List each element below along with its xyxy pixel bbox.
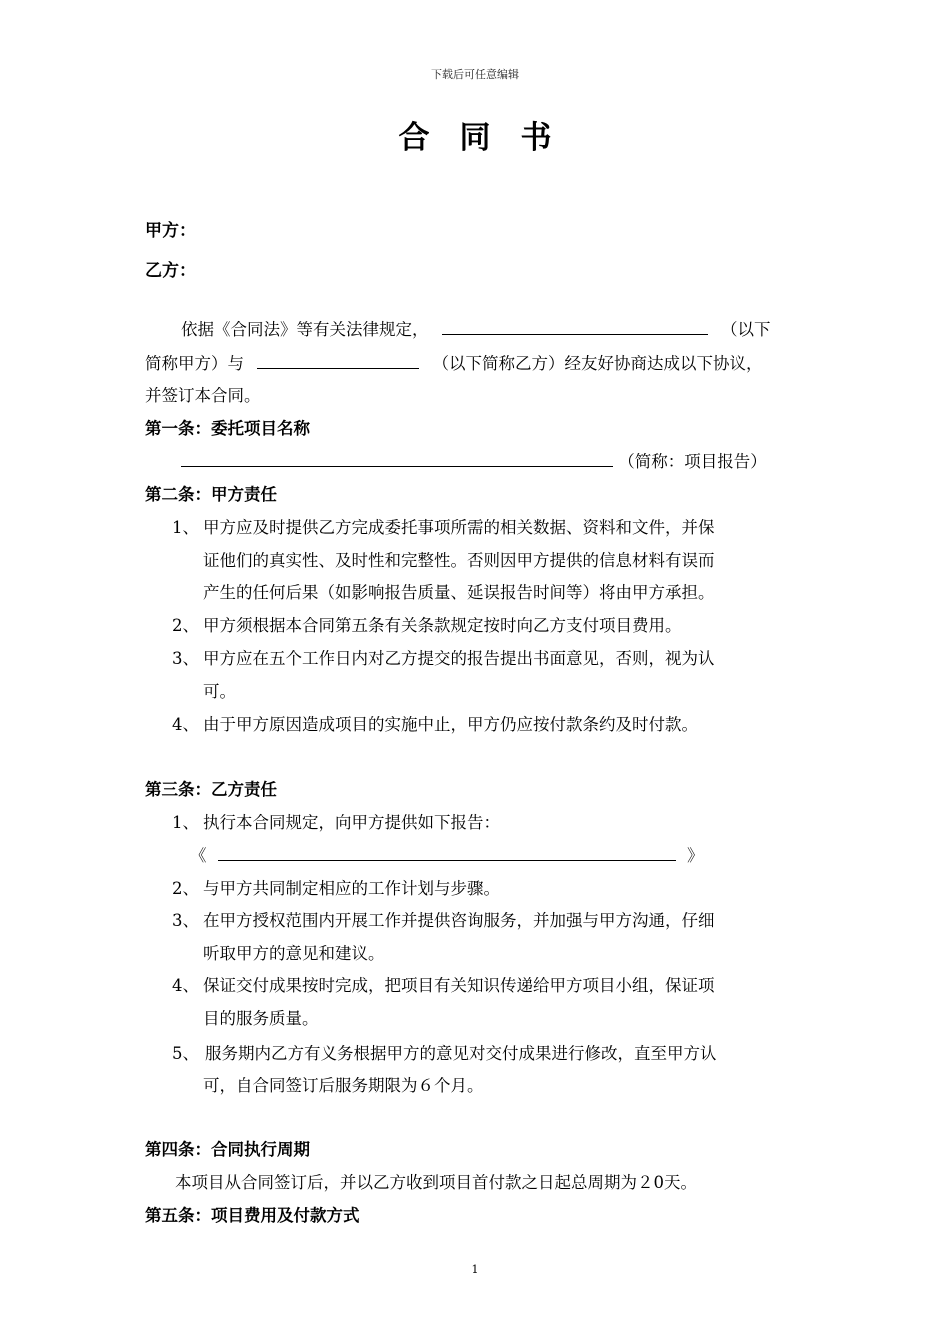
header-note: 下载后可任意编辑 [431,68,519,81]
preamble-text: 简称甲方）与 [145,354,244,373]
article-3-item-num: 5、 [172,1044,199,1063]
document-title: 合同书 [398,120,582,156]
preamble-text: （以下简称乙方）经友好协商达成以下协议， [432,354,763,373]
preamble-line-3: 并签订本合同。 [145,386,261,405]
article-3-item-num: 1、 [172,813,199,832]
article-3-item-num: 3、 [172,911,199,930]
article-2-item-line: 甲方须根据本合同第五条有关条款规定按时向乙方支付项目费用。 [203,616,682,635]
article-2-item-line: 由于甲方原因造成项目的实施中止，甲方仍应按付款条约及时付款。 [203,715,698,734]
article-2-item-num: 1、 [172,518,199,537]
article-2-item-num: 4、 [172,715,199,734]
article-4-text: 本项目从合同签订后，并以乙方收到项目首付款之日起总周期为２0天。 [175,1173,697,1192]
preamble-line-2 [145,350,763,374]
article-2-item-line: 甲方应及时提供乙方完成委托事项所需的相关数据、资料和文件，并保 [203,518,715,537]
article-2-item-line: 证他们的真实性、及时性和完整性。否则因甲方提供的信息材料有误而 [203,551,715,570]
article-1-heading: 第一条：委托项目名称 [145,419,310,438]
project-name-line [181,448,767,472]
article-5-heading: 第五条：项目费用及付款方式 [145,1206,360,1225]
report-close-bracket: 》 [687,846,704,865]
article-3-item-num: 2、 [172,879,199,898]
article-3-item-line: 听取甲方的意见和建议。 [203,944,385,963]
project-name-blank [181,452,613,467]
article-2-item-line: 甲方应在五个工作日内对乙方提交的报告提出书面意见，否则，视为认 [203,649,715,668]
article-3-item-line: 服务期内乙方有义务根据甲方的意见对交付成果进行修改，直至甲方认 [205,1044,717,1063]
report-title-blank [218,846,676,861]
article-3-item-line: 保证交付成果按时完成，把项目有关知识传递给甲方项目小组，保证项 [203,976,715,995]
report-open-bracket: 《 [190,846,207,865]
party-b-blank [257,354,419,369]
article-2-item-num: 2、 [172,616,199,635]
preamble-text: 依据《合同法》等有关法律规定， [181,320,429,339]
page-number: 1 [471,1263,479,1276]
party-a-label: 甲方： [145,221,196,241]
article-3-item-line: 在甲方授权范围内开展工作并提供咨询服务，并加强与甲方沟通，仔细 [203,911,715,930]
article-3-heading: 第三条：乙方责任 [145,780,277,799]
report-title-line [190,842,704,866]
article-3-item-line: 执行本合同规定，向甲方提供如下报告： [203,813,500,832]
article-4-heading: 第四条：合同执行周期 [145,1140,310,1159]
project-short-name: （简称：项目报告） [618,452,767,471]
article-3-item-num: 4、 [172,976,199,995]
article-3-item-line: 与甲方共同制定相应的工作计划与步骤。 [203,879,500,898]
article-2-heading: 第二条：甲方责任 [145,485,277,504]
article-2-item-line: 可。 [203,682,236,701]
article-3-item-line: 可，自合同签订后服务期限为６个月。 [203,1076,484,1095]
article-3-item-line: 目的服务质量。 [203,1009,319,1028]
article-2-item-line: 产生的任何后果（如影响报告质量、延误报告时间等）将由甲方承担。 [203,583,715,602]
preamble-text: （以下 [721,320,771,339]
article-2-item-num: 3、 [172,649,199,668]
preamble-line-1 [181,316,771,340]
party-b-label: 乙方： [145,261,196,281]
party-a-blank [442,320,708,335]
